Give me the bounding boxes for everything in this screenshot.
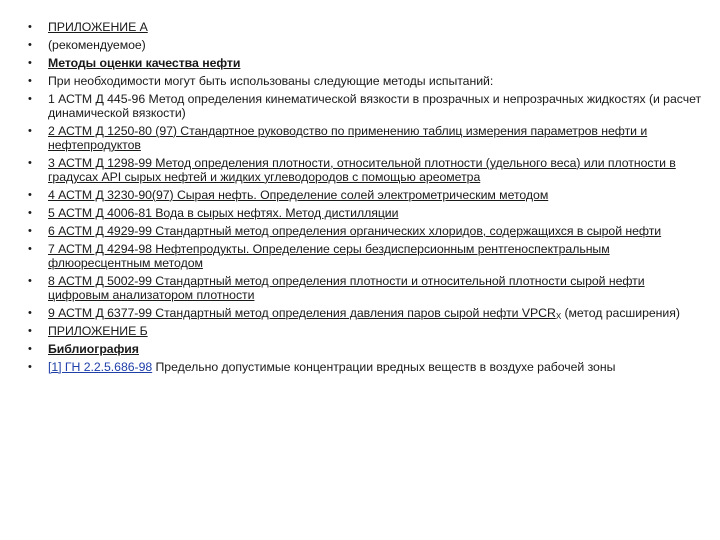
bullet-icon: • — [28, 307, 32, 319]
bullet-icon: • — [28, 93, 32, 105]
list-item-method-7 — [0, 242, 720, 270]
method-9-text: 9 АСТМ Д 6377-99 Стандартный метод определения давления паров сырой нефти VPCR — [48, 306, 556, 320]
bullet-icon: • — [28, 325, 32, 337]
list-item-bibliography — [0, 342, 720, 356]
list-item-reference-1 — [0, 360, 720, 374]
method-2-text: 2 АСТМ Д 1250-80 (97) Стандартное руководство по применению таблиц измерения параметров нефти и нефтепродуктов — [48, 124, 648, 152]
list-item-appendix-a — [0, 20, 720, 34]
reference-1-link[interactable]: [1] ГН 2.2.5.686-98 — [48, 360, 153, 374]
bullet-icon: • — [28, 125, 32, 137]
list-item-method-4 — [0, 188, 720, 202]
method-1-text: 1 АСТМ Д 445-96 Метод определения кинематической вязкости в прозрачных и непрозрачных жидкостях (и расчет динамической вязкости) — [48, 92, 702, 120]
bullet-icon: • — [28, 207, 32, 219]
list-item-method-5 — [0, 206, 720, 220]
bullet-icon: • — [28, 75, 32, 87]
list-item-method-6 — [0, 224, 720, 238]
list-item-method-9 — [0, 306, 720, 320]
bullet-icon: • — [28, 21, 32, 33]
bullet-icon: • — [28, 343, 32, 355]
method-4-text: 4 АСТМ Д 3230-90(97) Сырая нефть. Определение солей электрометрическим методом — [48, 188, 549, 202]
list-item-appendix-b — [0, 324, 720, 338]
appendix-b-heading: ПРИЛОЖЕНИЕ Б — [48, 324, 148, 338]
list-item-method-1 — [0, 92, 720, 120]
list-item-recommended — [0, 38, 720, 52]
document-body — [0, 20, 720, 378]
intro-text: При необходимости могут быть использованы следующие методы испытаний: — [48, 74, 494, 88]
method-8-text: 8 АСТМ Д 5002-99 Стандартный метод определения плотности и относительной плотности сырой нефти цифровым анализатором плотности — [48, 274, 645, 302]
methods-title: Методы оценки качества нефти — [48, 56, 241, 70]
bullet-icon: • — [28, 157, 32, 169]
reference-1-text: Предельно допустимые концентрации вредных веществ в воздухе рабочей зоны — [152, 360, 616, 374]
appendix-a-heading: ПРИЛОЖЕНИЕ А — [48, 20, 148, 34]
method-7-text: 7 АСТМ Д 4294-98 Нефтепродукты. Определение серы бездисперсионным рентгеноспектральным флюоресцентным методом — [48, 242, 610, 270]
list-item-method-2 — [0, 124, 720, 152]
bullet-icon: • — [28, 275, 32, 287]
method-5-text: 5 АСТМ Д 4006-81 Вода в сырых нефтях. Метод дистилляции — [48, 206, 399, 220]
method-6-text: 6 АСТМ Д 4929-99 Стандартный метод определения органических хлоридов, содержащихся в сырой нефти — [48, 224, 662, 238]
list-item-method-8 — [0, 274, 720, 302]
bullet-icon: • — [28, 189, 32, 201]
recommended-note: (рекомендуемое) — [48, 38, 146, 52]
list-item-method-3 — [0, 156, 720, 184]
list-item-methods-title — [0, 56, 720, 70]
method-9-tail: (метод расширения) — [561, 306, 680, 320]
bullet-icon: • — [28, 57, 32, 69]
method-9-subscript: X — [555, 312, 562, 321]
bullet-icon: • — [28, 39, 32, 51]
bullet-icon: • — [28, 361, 32, 373]
bibliography-heading: Библиография — [48, 342, 139, 356]
bullet-icon: • — [28, 243, 32, 255]
bullet-icon: • — [28, 225, 32, 237]
list-item-intro — [0, 74, 720, 88]
method-3-text: 3 АСТМ Д 1298-99 Метод определения плотности, относительной плотности (удельного веса) или плотности в градусах API сырых нефтей и жидких углеводородов с помощью ареометра — [48, 156, 676, 184]
